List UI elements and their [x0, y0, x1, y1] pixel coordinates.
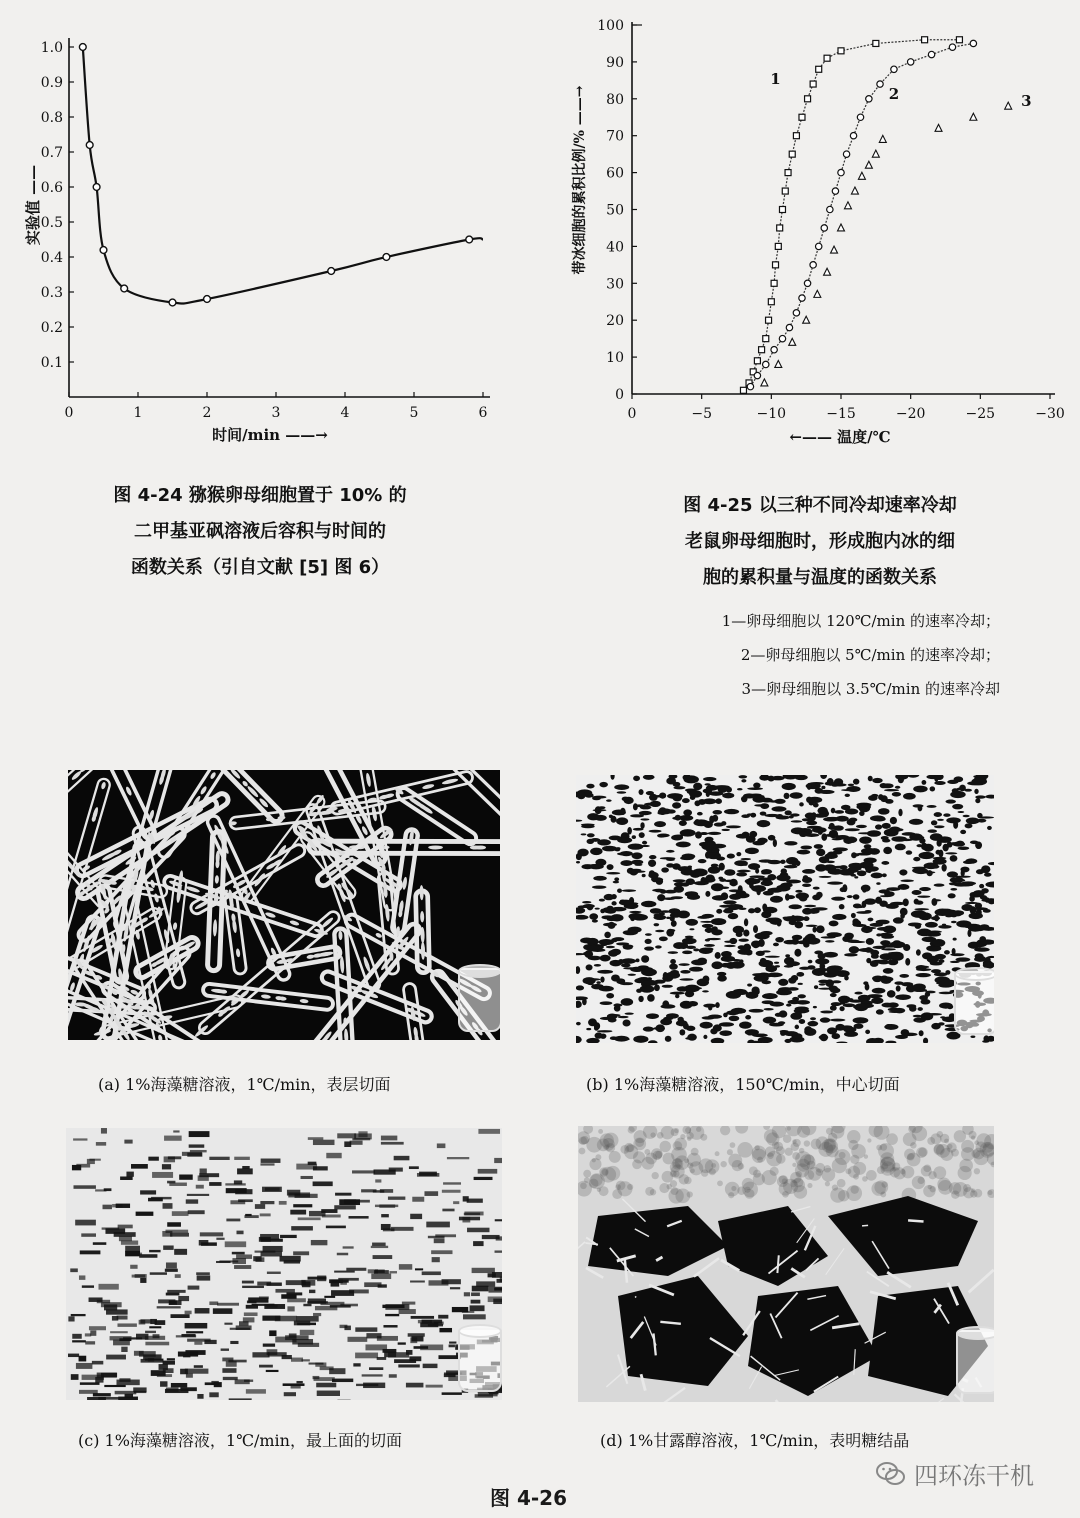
x-tick-label: −10: [756, 406, 787, 422]
y-axis-label: 带冰细胞的累积比例/% ——→: [572, 85, 588, 275]
data-point: [771, 347, 777, 353]
fig26-label: 图 4-26: [490, 1486, 568, 1510]
data-point: [763, 361, 769, 367]
y-tick-label: 60: [606, 165, 624, 182]
x-axis-label: ←—— 温度/℃: [789, 428, 891, 446]
micrograph-a: [68, 770, 500, 1040]
data-point: [851, 187, 858, 194]
x-tick-label: −15: [826, 406, 856, 422]
data-point: [827, 206, 833, 212]
data-point: [777, 225, 783, 231]
data-point: [850, 133, 856, 139]
y-tick-label: 90: [606, 54, 624, 71]
y-tick-label: 0.7: [40, 145, 63, 161]
y-tick-label: 0.2: [40, 320, 63, 336]
series-trace: [743, 40, 959, 391]
data-point: [793, 133, 799, 139]
fig25-note-3: 3—卵母细胞以 3.5℃/min 的速率冷却: [741, 680, 1000, 698]
cup-icon: [954, 971, 994, 1035]
data-point: [383, 254, 390, 261]
y-tick-label: 30: [606, 276, 624, 293]
data-point: [816, 243, 822, 249]
data-point: [86, 142, 93, 149]
data-point: [843, 151, 849, 157]
data-point: [754, 372, 760, 378]
data-point: [877, 81, 883, 87]
fig25-caption-line-3: 胞的累积量与温度的函数关系: [703, 567, 937, 588]
data-point: [766, 317, 772, 323]
data-point: [891, 66, 897, 72]
series-line: [83, 47, 483, 304]
data-point: [763, 336, 769, 342]
data-point: [761, 379, 768, 386]
data-point: [779, 335, 785, 341]
micrograph-d: [578, 1126, 994, 1402]
y-tick-label: 0.8: [40, 110, 63, 126]
y-tick-label: 0.9: [40, 75, 63, 91]
x-tick-label: −30: [1035, 406, 1065, 422]
data-point: [838, 169, 844, 175]
series-label: 3: [1021, 92, 1032, 111]
data-point: [747, 383, 753, 389]
x-tick-label: 3: [271, 405, 281, 421]
fig25-caption: [600, 488, 1040, 596]
y-tick-label: 0.5: [40, 215, 63, 231]
y-tick-label: 0.1: [40, 355, 63, 371]
y-tick-label: 40: [606, 239, 624, 256]
x-tick-label: −25: [965, 406, 996, 422]
caption-d: (d) 1%甘露醇溶液，1℃/min，表明糖结晶: [600, 1431, 910, 1450]
data-point: [824, 268, 831, 275]
data-point: [799, 114, 805, 120]
data-point: [804, 280, 810, 286]
data-point: [771, 280, 777, 286]
data-point: [831, 246, 838, 253]
x-tick-label: 0: [64, 405, 74, 421]
data-point: [328, 268, 335, 275]
data-point: [789, 151, 795, 157]
data-point: [805, 96, 811, 102]
data-point: [773, 262, 779, 268]
data-point: [100, 247, 107, 254]
y-tick-label: 70: [606, 128, 624, 145]
fig24-caption-line-2: 二甲基亚砜溶液后容积与时间的: [134, 521, 386, 542]
watermark: [876, 1456, 1034, 1491]
fig24-caption-line-1: 图 4-24 猕猴卵母细胞置于 10% 的: [113, 485, 407, 506]
data-point: [93, 184, 100, 191]
data-point: [789, 338, 796, 345]
data-point: [121, 285, 128, 292]
data-point: [754, 358, 760, 364]
wechat-icon: [876, 1461, 906, 1487]
x-tick-label: 4: [340, 405, 350, 421]
x-tick-label: 2: [202, 405, 212, 421]
x-tick-label: 5: [409, 405, 419, 421]
y-tick-label: 20: [606, 313, 624, 330]
caption-c: (c) 1%海藻糖溶液，1℃/min，最上面的切面: [78, 1431, 402, 1450]
y-tick-label: 50: [606, 202, 624, 219]
data-point: [970, 113, 977, 120]
data-point: [816, 66, 822, 72]
data-point: [799, 295, 805, 301]
data-point: [970, 40, 976, 46]
data-point: [786, 324, 792, 330]
data-point: [872, 150, 879, 157]
fig25-note-1: 1—卵母细胞以 120℃/min 的速率冷却；: [721, 612, 1000, 630]
data-point: [844, 202, 851, 209]
data-point: [740, 387, 746, 393]
data-point: [928, 51, 934, 57]
cup-icon: [956, 1330, 994, 1394]
data-point: [775, 360, 782, 367]
data-point: [803, 316, 810, 323]
caption-b: (b) 1%海藻糖溶液，150℃/min，中心切面: [586, 1075, 900, 1094]
data-point: [782, 188, 788, 194]
data-point: [832, 188, 838, 194]
data-point: [814, 290, 821, 297]
data-point: [204, 296, 211, 303]
caption-a: (a) 1%海藻糖溶液，1℃/min，表层切面: [98, 1075, 391, 1094]
data-point: [1005, 102, 1012, 109]
x-tick-label: 0: [627, 406, 637, 422]
fig25-notes: [600, 604, 1000, 706]
x-tick-label: −20: [895, 406, 926, 422]
fig25-caption-line-2: 老鼠卵母细胞时，形成胞内冰的细: [685, 531, 955, 552]
data-point: [759, 347, 765, 353]
y-tick-label: 0.6: [40, 180, 63, 196]
watermark-text: 四环冻干机: [914, 1462, 1034, 1490]
y-tick-label: 0: [615, 387, 624, 403]
data-point: [785, 170, 791, 176]
data-point: [879, 135, 886, 142]
data-point: [810, 262, 816, 268]
chart-ice-fraction-vs-temperature: [540, 0, 1080, 460]
y-tick-label: 0.4: [40, 250, 63, 266]
data-point: [865, 161, 872, 168]
data-point: [824, 55, 830, 61]
data-point: [838, 48, 844, 54]
chart-volume-vs-time: [0, 0, 540, 460]
data-point: [935, 124, 942, 131]
data-point: [838, 224, 845, 231]
data-point: [768, 299, 774, 305]
x-tick-label: 1: [133, 405, 143, 421]
series-label: 1: [770, 70, 781, 89]
data-point: [907, 59, 913, 65]
micrograph-c: [66, 1128, 502, 1400]
micrograph-b: [576, 775, 994, 1043]
data-point: [949, 44, 955, 50]
x-axis-label: 时间/min ——→: [212, 426, 328, 444]
y-axis-label: 实验值 ——: [24, 164, 42, 246]
y-tick-label: 10: [606, 350, 624, 367]
fig25-note-2: 2—卵母细胞以 5℃/min 的速率冷却；: [740, 646, 1000, 664]
data-point: [873, 40, 879, 46]
data-point: [793, 310, 799, 316]
data-point: [866, 96, 872, 102]
data-point: [466, 236, 473, 243]
data-point: [779, 207, 785, 213]
fig24-caption-line-3: 函数关系（引自文献 [5] 图 6）: [130, 557, 390, 578]
data-point: [922, 37, 928, 43]
fig25-caption-line-1: 图 4-25 以三种不同冷却速率冷却: [683, 495, 957, 516]
cup-icon: [458, 1328, 502, 1392]
data-point: [956, 37, 962, 43]
data-point: [858, 172, 865, 179]
y-tick-label: 1.0: [40, 40, 63, 56]
y-tick-label: 80: [606, 91, 624, 108]
data-point: [169, 299, 176, 306]
y-tick-label: 100: [597, 18, 624, 34]
data-point: [857, 114, 863, 120]
x-tick-label: −5: [691, 406, 712, 422]
fig24-caption: [40, 478, 480, 586]
data-point: [810, 81, 816, 87]
data-point: [775, 243, 781, 249]
data-point: [79, 44, 86, 51]
cup-icon: [458, 968, 500, 1032]
series-label: 2: [888, 84, 900, 103]
y-tick-label: 0.3: [40, 285, 63, 301]
x-tick-label: 6: [478, 405, 488, 421]
data-point: [821, 225, 827, 231]
